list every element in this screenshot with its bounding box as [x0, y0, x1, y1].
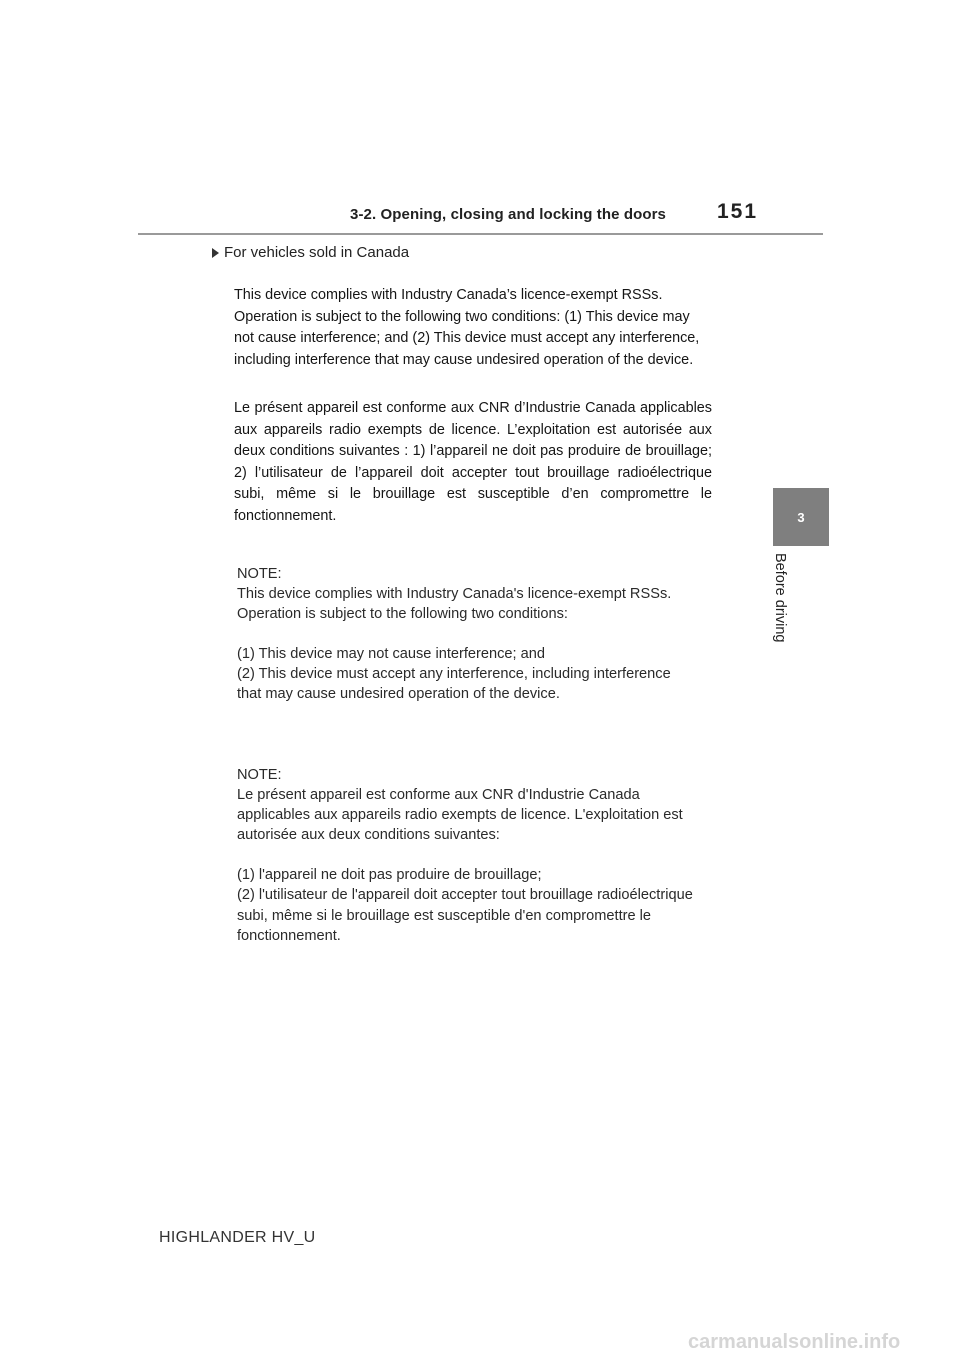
note-line: (2) This device must accept any interference, including interference: [237, 666, 671, 683]
note-line: fonctionnement.: [237, 927, 341, 944]
header-divider: [138, 233, 823, 235]
note-line: subi, même si le brouillage est susceptible d'en compromettre le: [237, 907, 652, 924]
watermark: carmanualsonline.info: [688, 1331, 901, 1353]
note-french: [237, 765, 737, 946]
vehicles-sold-in-canada-heading: [212, 244, 409, 261]
triangle-bullet-icon: [212, 248, 219, 258]
chapter-tab: 3: [773, 488, 829, 546]
note-line: (1) This device may not cause interference; and: [237, 646, 545, 663]
french-compliance-statement: Le présent appareil est conforme aux CNR d’Industrie Canada applicables aux appareils radio exempts de licence. L’exploitation est autorisée aux deux conditions suivantes : 1) l’appareil ne doit pas produire de brouillage; 2) l’utilisateur de l’appareil doit accepter tout brouillage radioélectrique subi, même si le brouillage est susceptible d’en compromettre le fonctionnement.: [234, 400, 712, 524]
note-line: Le présent appareil est conforme aux CNR d'Industrie Canada: [237, 787, 640, 804]
note-english: [237, 564, 737, 705]
note-line: This device complies with Industry Canada's licence-exempt RSSs.: [237, 586, 672, 603]
note-line: (2) l'utilisateur de l'appareil doit accepter tout brouillage radioélectrique: [237, 887, 693, 904]
page-number: 151: [717, 200, 759, 223]
note-line: autorisée aux deux conditions suivantes:: [237, 827, 500, 844]
note-line: Operation is subject to the following two conditions:: [237, 606, 568, 623]
chapter-label: Before driving: [772, 553, 788, 643]
note-line: applicables aux appareils radio exempts de licence. L'exploitation est: [237, 807, 683, 824]
english-compliance-statement: This device complies with Industry Canada’s licence-exempt RSSs. Operation is subject to the following two conditions: (1) This device may not cause interference; and (2) This device must accept any interference, including interference that may cause undesired operation of the device.: [234, 287, 700, 368]
section-title: 3-2. Opening, closing and locking the doors: [350, 206, 666, 223]
vehicles-label: For vehicles sold in Canada: [224, 244, 410, 261]
note-line: (1) l'appareil ne doit pas produire de brouillage;: [237, 867, 542, 884]
footer-model: HIGHLANDER HV_U: [159, 1229, 316, 1246]
note-line: that may cause undesired operation of the device.: [237, 686, 560, 703]
note-heading: NOTE:: [237, 767, 282, 783]
note-heading: NOTE:: [237, 566, 282, 582]
